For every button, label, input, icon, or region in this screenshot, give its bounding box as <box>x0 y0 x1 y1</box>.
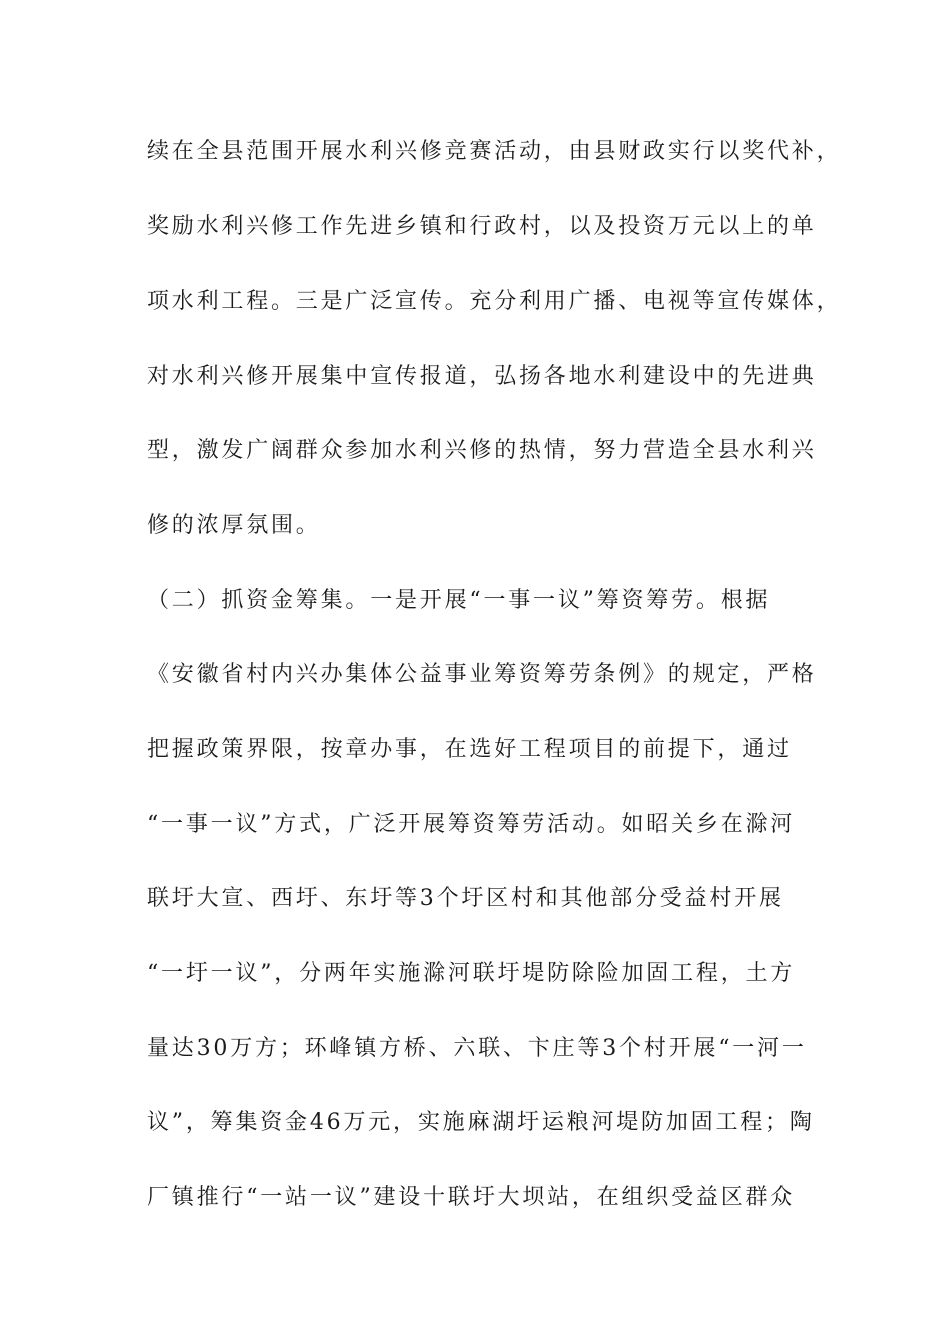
text-line: 续在全县范围开展水利兴修竞赛活动，由县财政实行以奖代补， <box>147 139 842 164</box>
text-line: 修的浓厚氛围。 <box>147 513 321 538</box>
text-line: 量达30万方；环峰镇方桥、六联、卞庄等3个村开展“一河一 <box>147 1036 807 1061</box>
text-line: 项水利工程。三是广泛宣传。充分利用广播、电视等宣传媒体， <box>147 289 842 314</box>
section-heading-line: （二）抓资金筹集。一是开展“一事一议”筹资筹劳。根据 <box>147 588 771 613</box>
text-line: “一圩一议”，分两年实施滁河联圩堤防除险加固工程，土方 <box>147 961 796 986</box>
text-line: 对水利兴修开展集中宣传报道，弘扬各地水利建设中的先进典 <box>147 364 817 389</box>
text-line: 型，激发广阔群众参加水利兴修的热情，努力营造全县水利兴 <box>147 438 817 463</box>
text-line: 把握政策界限，按章办事，在选好工程项目的前提下，通过 <box>147 737 792 762</box>
text-line: “一事一议”方式，广泛开展筹资筹劳活动。如昭关乡在滁河 <box>147 812 796 837</box>
text-line: 联圩大宣、西圩、东圩等3个圩区村和其他部分受益村开展 <box>147 886 784 911</box>
text-line: 《安徽省村内兴办集体公益事业筹资筹劳条例》的规定，严格 <box>147 662 817 687</box>
text-line: 议”，筹集资金46万元，实施麻湖圩运粮河堤防加固工程；陶 <box>147 1110 815 1135</box>
text-line: 奖励水利兴修工作先进乡镇和行政村，以及投资万元以上的单 <box>147 214 817 239</box>
text-line: 厂镇推行“一站一议”建设十联圩大坝站，在组织受益区群众 <box>147 1185 796 1210</box>
